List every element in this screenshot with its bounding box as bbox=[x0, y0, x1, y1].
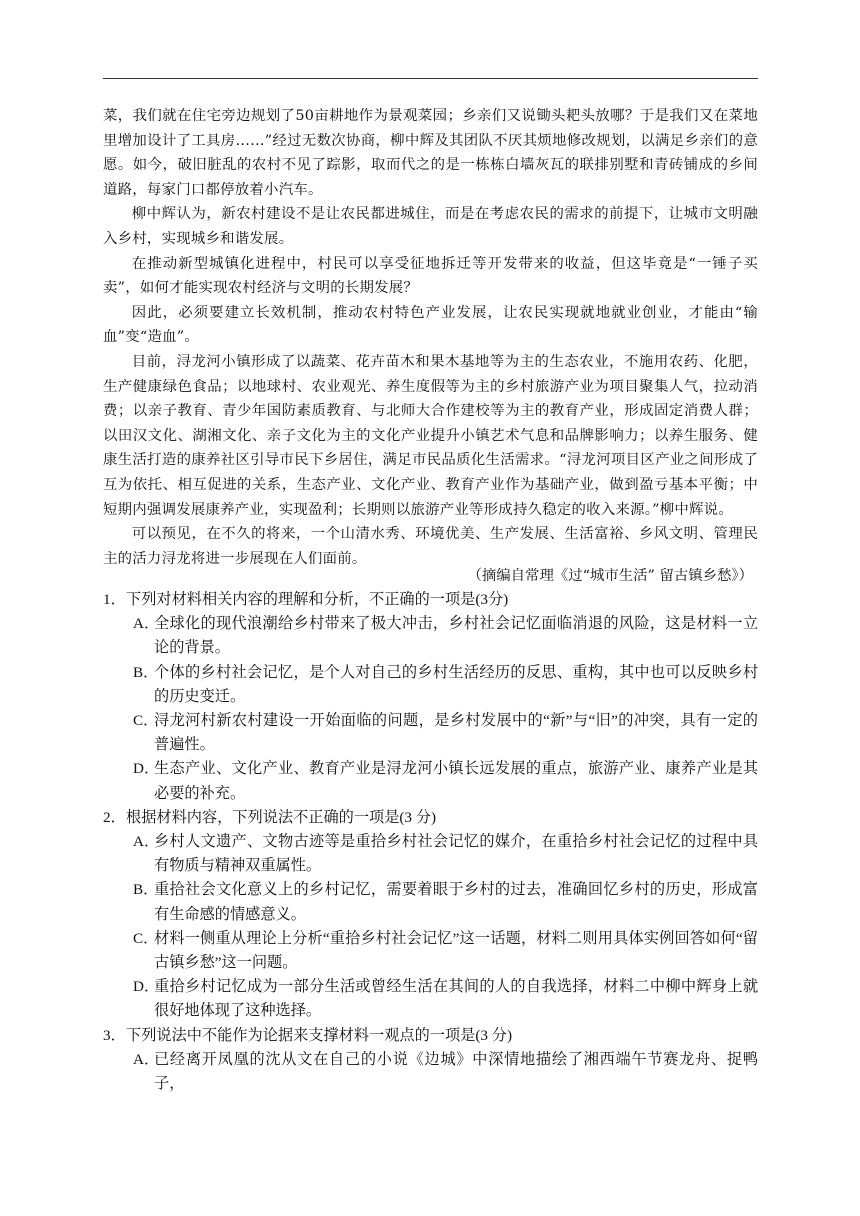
option-text: 生态产业、文化产业、教育产业是浔龙河小镇长远发展的重点，旅游产业、康养产业是其必要的补充。 bbox=[154, 760, 758, 802]
passage-paragraph: 菜，我们就在住宅旁边规划了50亩耕地作为景观菜园；乡亲们又说锄头耙头放哪？于是我们又在菜地里增加设计了工具房……”经过无数次协商，柳中辉及其团队不厌其烦地修改规划，以满足乡亲们的意愿。如今，破旧脏乱的农村不见了踪影，取而代之的是一栋栋白墙灰瓦的联排别墅和青砖铺成的乡间道路，每家门口都停放着小汽车。 bbox=[103, 108, 758, 198]
passage-paragraph: 因此，必须要建立长效机制，推动农村特色产业发展，让农民实现就地就业创业，才能由“输血”变“造血”。 bbox=[103, 304, 758, 346]
option-label: C． bbox=[133, 929, 159, 947]
option-label: B． bbox=[133, 881, 159, 899]
question-text: 下列对材料相关内容的理解和分析，不正确的一项是(3分) bbox=[126, 591, 509, 608]
option-text: 乡村人文遗产、文物古迹等是重拾乡村社会记忆的媒介，在重拾乡村社会记忆的过程中具有物质与精神双重属性。 bbox=[154, 833, 758, 875]
question-number: 2． bbox=[103, 808, 126, 826]
option-label: D． bbox=[133, 760, 160, 778]
question-number: 1． bbox=[103, 591, 126, 608]
question-text: 根据材料内容，下列说法不正确的一项是(3 分) bbox=[126, 808, 437, 826]
question-stem bbox=[103, 588, 758, 612]
option-label: D． bbox=[133, 978, 160, 996]
question-stem bbox=[103, 806, 758, 830]
option-text: 材料一侧重从理论上分析“重拾乡村社会记忆”这一话题，材料二则用具体实例回答如何“留古镇乡愁”这一问题。 bbox=[154, 929, 758, 972]
passage-paragraph: 在推动新型城镇化进程中，村民可以享受征地拆迁等开发带来的收益，但这毕竟是“一锤子买卖”，如何才能实现农村经济与文明的长期发展？ bbox=[103, 255, 758, 297]
option-b bbox=[103, 878, 758, 926]
passage-paragraph: 柳中辉认为，新农村建设不是让农民都进城住，而是在考虑农民的需求的前提下，让城市文明融入乡村，实现城乡和谐发展。 bbox=[103, 206, 758, 247]
passage bbox=[103, 104, 758, 571]
option-text: 重拾社会文化意义上的乡村记忆，需要着眼于乡村的过去，准确回忆乡村的历史，形成富有生命感的情感意义。 bbox=[154, 881, 758, 923]
option-text: 浔龙河村新农村建设一开始面临的问题，是乡村发展中的“新”与“旧”的冲突，具有一定的普遍性。 bbox=[154, 712, 758, 754]
option-b bbox=[103, 661, 758, 709]
question-1 bbox=[103, 588, 758, 806]
option-c bbox=[103, 927, 758, 975]
option-a bbox=[103, 612, 758, 660]
option-label: A． bbox=[133, 615, 160, 633]
option-text: 已经离开凤凰的沈从文在自己的小说《边城》中深情地描绘了湘西端午节赛龙舟、捉鸭子， bbox=[154, 1050, 758, 1093]
source-citation: （摘编自常理《过“城市生活” 留古镇乡愁》） bbox=[467, 568, 753, 584]
option-a bbox=[103, 1048, 758, 1096]
option-text: 全球化的现代浪潮给乡村带来了极大冲击，乡村社会记忆面临消退的风险，这是材料一立论的背景。 bbox=[154, 615, 758, 657]
passage-paragraph: 目前，浔龙河小镇形成了以蔬菜、花卉苗木和果木基地等为主的生态农业，不施用农药、化肥，生产健康绿色食品；以地球村、农业观光、养生度假等为主的乡村旅游产业为项目聚集人气，拉动消费；以亲子教育、青少年国防素质教育、与北师大合作建校等为主的教育产业，形成固定消费人群；以田汉文化、湖湘文化、亲子文化为主的文化产业提升小镇艺术气息和品牌影响力；以养生服务、健康生活打造的康养社区引导市民下乡居住，满足市民品质化生活需求。“浔龙河项目区产业之间形成了互为依托、相互促进的关系，生态产业、文化产业、教育产业作为基础产业，做到盈亏基本平衡；中短期内强调发展康养产业，实现盈利；长期则以旅游产业等形成持久稳定的收入来源。”柳中辉说。 bbox=[103, 353, 758, 518]
option-c bbox=[103, 709, 758, 757]
option-d bbox=[103, 975, 758, 1023]
option-label: C． bbox=[133, 712, 159, 730]
passage-paragraph: 可以预见，在不久的将来，一个山清水秀、环境优美、生产发展、生活富裕、乡风文明、管理民主的活力浔龙将进一步展现在人们面前。 bbox=[103, 526, 758, 567]
header-rule bbox=[103, 78, 758, 79]
option-text: 个体的乡村社会记忆，是个人对自己的乡村生活经历的反思、重构，其中也可以反映乡村的历史变迁。 bbox=[154, 663, 758, 705]
question-text: 下列说法中不能作为论据来支撑材料一观点的一项是(3 分) bbox=[126, 1026, 513, 1044]
option-label: B． bbox=[133, 663, 159, 681]
option-a bbox=[103, 830, 758, 878]
question-list bbox=[103, 588, 758, 1096]
question-number: 3． bbox=[103, 1026, 126, 1044]
option-d bbox=[103, 757, 758, 805]
question-stem bbox=[103, 1024, 758, 1048]
option-label: A． bbox=[133, 1050, 160, 1068]
option-label: A． bbox=[133, 833, 160, 851]
question-3 bbox=[103, 1024, 758, 1097]
option-text: 重拾乡村记忆成为一部分生活或曾经生活在其间的人的自我选择，材料二中柳中辉身上就很好地体现了这种选择。 bbox=[154, 978, 758, 1020]
question-2 bbox=[103, 806, 758, 1024]
